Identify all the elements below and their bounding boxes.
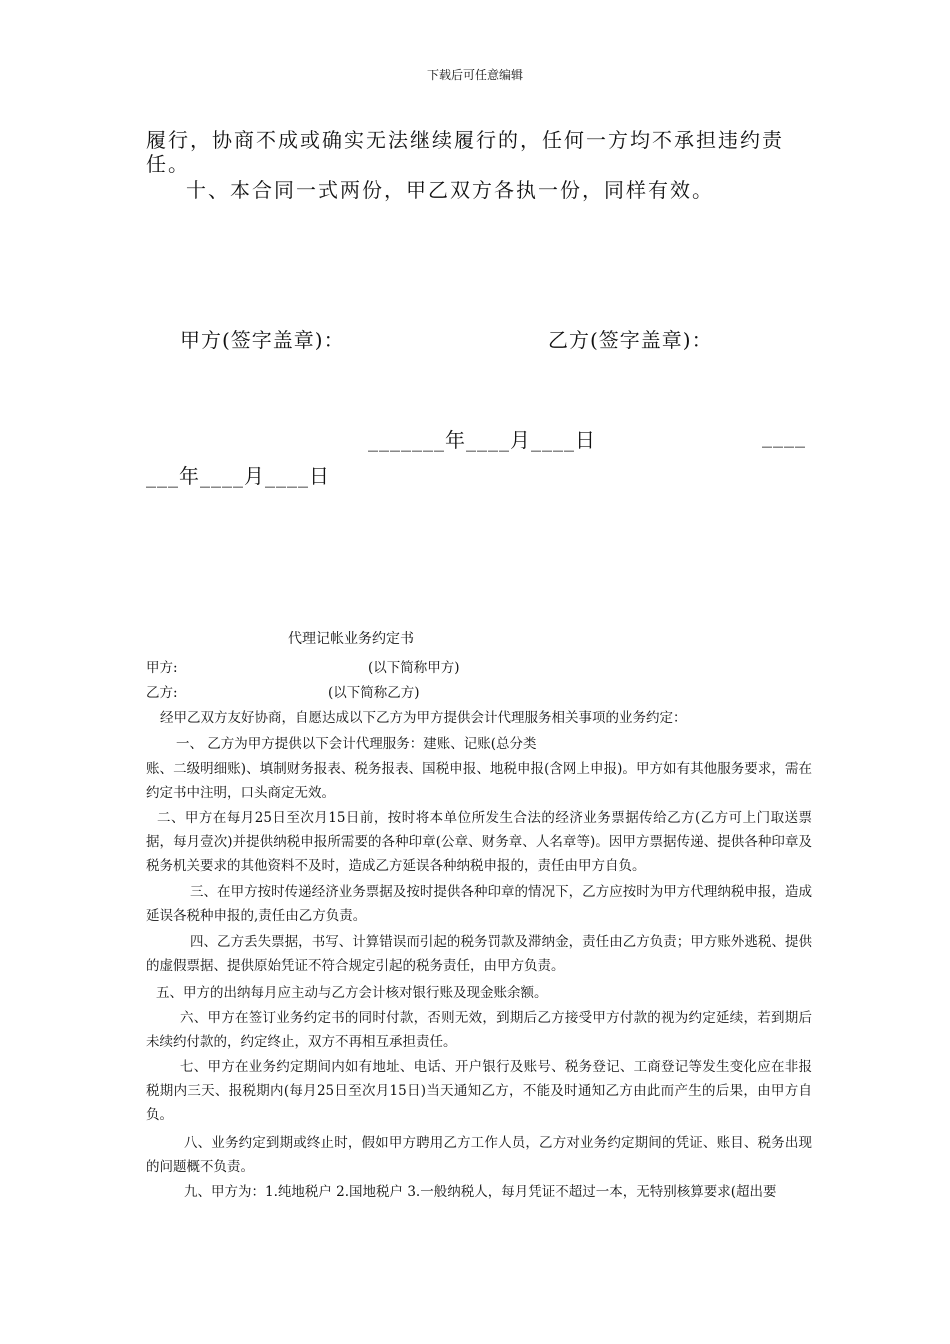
party-b-signature-label: 乙方(签字盖章)： xyxy=(548,328,713,352)
clause-two: 二、甲方在每月25日至次月15日前，按时将本单位所发生合法的经济业务票据传给乙方(乙方可上门取送票据，每月壹次)并提供纳税申报所需要的各种印章(公章、财务章、人名章等)。因甲方票据传递、提供各种印章及税务机关要求的其他资料不及时，造成乙方延误各种纳税申报的，责任由甲方自负。 xyxy=(146,810,812,874)
clause-four: 四、乙方丢失票据，书写、计算错误而引起的税务罚款及滞纳金，责任由乙方负责；甲方账外逃税、提供的虚假票据、提供原始凭证不符合规定引起的税务责任，由甲方负责。 xyxy=(146,934,812,974)
party-b-label: 乙方: xyxy=(146,685,178,701)
party-a-date-line: _______年____月____日 xyxy=(368,428,596,452)
party-a-signature-label: 甲方(签字盖章)： xyxy=(180,328,345,352)
contract-text-line: 履行，协商不成或确实无法继续履行的，任何一方均不承担违约责 xyxy=(146,128,784,152)
party-a-label: 甲方: xyxy=(146,660,178,676)
clause-seven: 七、甲方在业务约定期间内如有地址、电话、开户银行及账号、税务登记、工商登记等发生变化应在非报税期内三天、报税期内(每月25日至次月15日)当天通知乙方，不能及时通知乙方由此而产生的后果，由甲方自负。 xyxy=(146,1059,812,1123)
party-b-abbreviation-note: (以下简称乙方) xyxy=(328,685,420,701)
contract-text-line: 任。 xyxy=(146,152,190,176)
clause-one-first-line: 一、 乙方为甲方提供以下会计代理服务：建账、记账(总分类 xyxy=(176,736,537,752)
page-header-note: 下载后可任意编辑 xyxy=(426,68,523,82)
agreement-title: 代理记帐业务约定书 xyxy=(288,631,414,647)
party-a-abbreviation-note: (以下简称甲方) xyxy=(368,660,460,676)
clause-six: 六、甲方在签订业务约定书的同时付款，否则无效，到期后乙方接受甲方付款的视为约定延续，若到期后未续约付款的，约定终止，双方不再相互承担责任。 xyxy=(146,1010,812,1050)
clause-three: 三、在甲方按时传递经济业务票据及按时提供各种印章的情况下，乙方应按时为甲方代理纳税申报，造成延误各税种申报的,责任由乙方负责。 xyxy=(146,884,812,924)
party-b-date-line-start: ____ xyxy=(762,424,806,448)
clause-eight: 八、业务约定到期或终止时，假如甲方聘用乙方工作人员，乙方对业务约定期间的凭证、账目、税务出现的问题概不负责。 xyxy=(146,1135,812,1175)
clause-nine: 九、甲方为：1.纯地税户 2.国地税户 3.一般纳税人，每月凭证不超过一本，无特别核算要求(超出要 xyxy=(184,1184,777,1200)
clause-one-continued: 账、二级明细账)、填制财务报表、税务报表、国税申报、地税申报(含网上申报)。甲方如有其他服务要求，需在约定书中注明，口头商定无效。 xyxy=(146,761,812,801)
contract-clause-ten: 十、本合同一式两份，甲乙双方各执一份，同样有效。 xyxy=(186,178,714,202)
party-b-date-line-end: ___年____月____日 xyxy=(146,464,330,488)
agreement-intro: 经甲乙双方友好协商，自愿达成以下乙方为甲方提供会计代理服务相关事项的业务约定： xyxy=(160,710,687,726)
clause-five: 五、甲方的出纳每月应主动与乙方会计核对银行账及现金账余额。 xyxy=(156,985,548,1001)
